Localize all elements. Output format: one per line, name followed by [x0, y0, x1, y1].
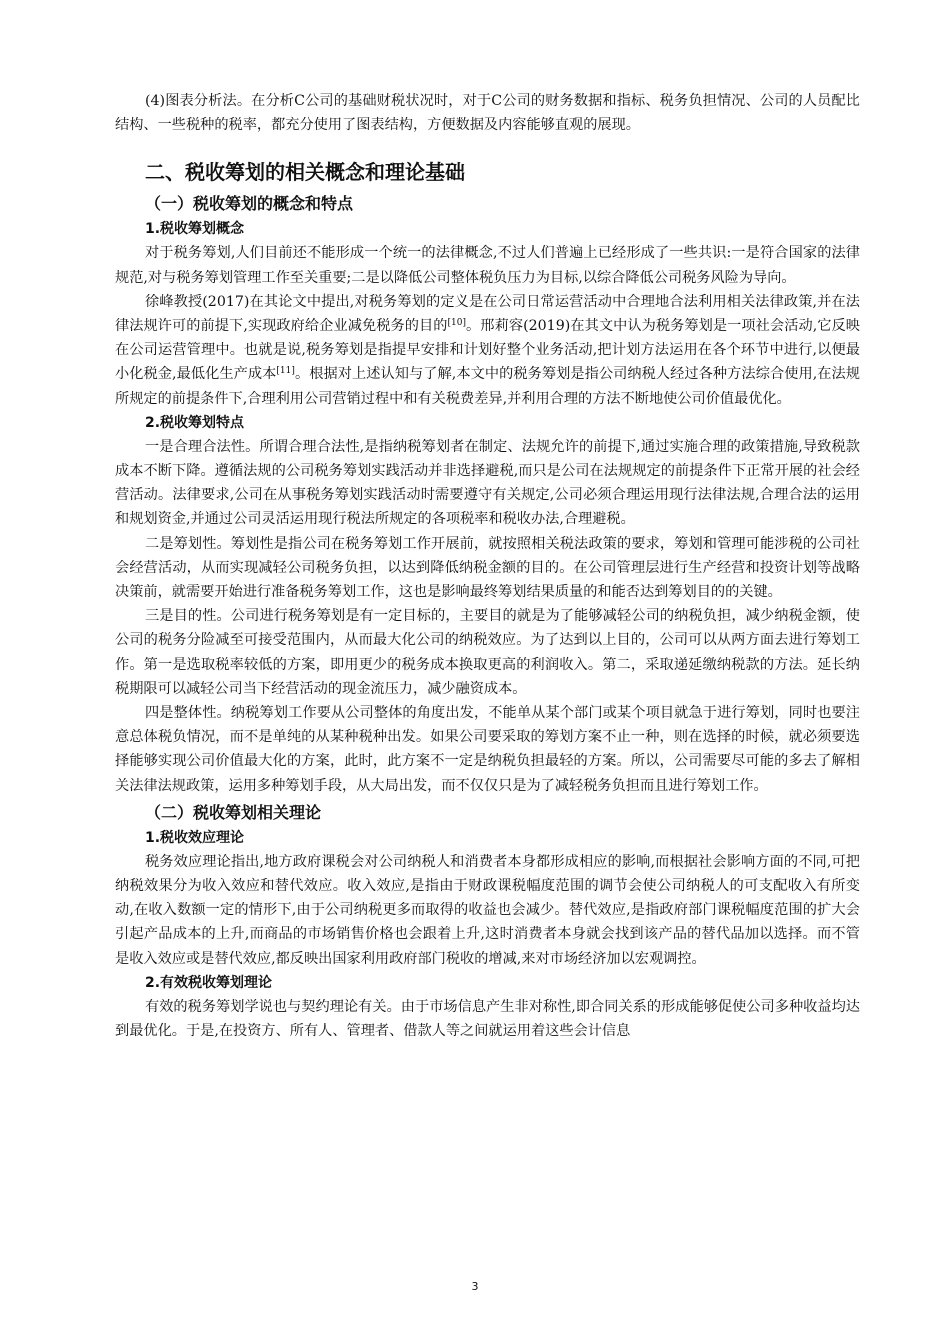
paragraph-text: 。根据对上述认知与了解,本文中的税务筹划是指公司纳税人经过各种方法综合使用,在法规所规定的前提条件下,合理利用公司营销过程中和有关税费差异,并利用合理的方法不断地使公司价值最优化。 — [115, 366, 860, 407]
paragraph-text: 徐峰教授(2017)在其论文中提出,对税务筹划的定义是在公司日常运营活动中合理地合法利用相关法律政策,并在法律法规许可的前提下,实现政府给企业减免税务的目的 — [115, 293, 860, 335]
subsection-heading-effective-planning: 2.有效税收筹划理论 — [145, 974, 273, 991]
document-body — [115, 89, 860, 1043]
section-heading-2: （二）税收筹划相关理论 — [145, 802, 322, 822]
chapter-heading: 二、税收筹划的相关概念和理论基础 — [145, 160, 465, 185]
paragraph: 税务效应理论指出,地方政府课税会对公司纳税人和消费者本身都形成相应的影响,而根据社会影响方面的不同,可把纳税效果分为收入效应和替代效应。收入效应,是指由于财政课税幅度范围的调节会使公司纳税人的可支配收入有所变动,在收入数额一定的情形下,由于公司纳税更多而取得的收益也会减少。替代效应,是指政府部门课税幅度范围的扩大会引起产品成本的上升,而商品的市场销售价格也会跟着上升,这时消费者本身就会找到该产品的替代品加以选择。而不管是收入效应或是替代效应,都反映出国家利用政府部门税收的增减,来对市场经济加以宏观调控。 — [115, 853, 860, 967]
paragraph: 二是筹划性。筹划性是指公司在税务筹划工作开展前，就按照相关税法政策的要求，筹划和管理可能涉税的公司社会经营活动，从而实现减轻公司税务负担，以达到降低纳税金额的目的。在公司管理层进行生产经营和投资计划等战略决策前，就需要开始进行准备税务筹划工作，这也是影响最终筹划结果质量的和能否达到筹划目的的关键。 — [115, 535, 860, 601]
subsection-heading-features: 2.税收筹划特点 — [145, 414, 245, 431]
citation-10: [10] — [447, 318, 466, 329]
paragraph: 一是合理合法性。所谓合理合法性,是指纳税筹划者在制定、法规允许的前提下,通过实施合理的政策措施,导致税款成本不断下降。遵循法规的公司税务筹划实践活动并非选择避税,而只是公司在法规规定的前提条件下正常开展的社会经营活动。法律要求,公司在从事税务筹划实践活动时需要遵守有关规定,公司必须合理运用现行法律法规,合理合法的运用和规划资金,并通过公司灵活运用现行税法所规定的各项税率和税收办法,合理避税。 — [115, 438, 860, 528]
paragraph-text: 。邢莉容(2019)在其文中认为税务筹划是一项社会活动,它反映在公司运营管理中。也就是说,税务筹划是指提早安排和计划好整个业务活动,把计划方法运用在各个环节中进行,以便最小化税金,最低化生产成本 — [115, 318, 860, 383]
subsection-heading-effect-theory: 1.税收效应理论 — [145, 829, 245, 846]
page-number: 3 — [471, 1280, 479, 1293]
paragraph-with-citations — [115, 290, 860, 411]
paragraph: 有效的税务筹划学说也与契约理论有关。由于市场信息产生非对称性,即合同关系的形成能够促使公司多种收益均达到最优化。于是,在投资方、所有人、管理者、借款人等之间就运用着这些会计信息 — [115, 998, 860, 1040]
citation-11: [11] — [276, 366, 295, 377]
paragraph-intro: (4)图表分析法。在分析C公司的基础财税状况时，对于C公司的财务数据和指标、税务负担情况、公司的人员配比结构、一些税种的税率，都充分使用了图表结构，方便数据及内容能够直观的展现。 — [115, 93, 860, 134]
paragraph: 对于税务筹划,人们目前还不能形成一个统一的法律概念,不过人们普遍上已经形成了一些共识:一是符合国家的法律规范,对与税务筹划管理工作至关重要;二是以降低公司整体税负压力为目标,以综合降低公司税务风险为导向。 — [115, 245, 860, 286]
subsection-heading-concept: 1.税收筹划概念 — [145, 221, 245, 238]
section-heading-1: （一）税收筹划的概念和特点 — [145, 194, 354, 214]
paragraph: 三是目的性。公司进行税务筹划是有一定目标的，主要目的就是为了能够减轻公司的纳税负担，减少纳税金额，使公司的税务分险减至可接受范围内，从而最大化公司的纳税效应。为了达到以上目的，公司可以从两方面去进行筹划工作。第一是选取税率较低的方案，即用更少的税务成本换取更高的利润收入。第二，采取递延缴纳税款的方法。延长纳税期限可以减轻公司当下经营活动的现金流压力，减少融资成本。 — [115, 608, 860, 697]
paragraph: 四是整体性。纳税筹划工作要从公司整体的角度出发，不能单从某个部门或某个项目就急于进行筹划，同时也要注意总体税负情况，而不是单纯的从某种税种出发。如果公司要采取的筹划方案不止一种，则在选择的时候，就必须要选择能够实现公司价值最大化的方案，此时，此方案不一定是纳税负担最轻的方案。所以，公司需要尽可能的多去了解相关法律法规政策，运用多种筹划手段，从大局出发，而不仅仅只是为了减轻税务负担而且进行筹划工作。 — [115, 705, 860, 794]
